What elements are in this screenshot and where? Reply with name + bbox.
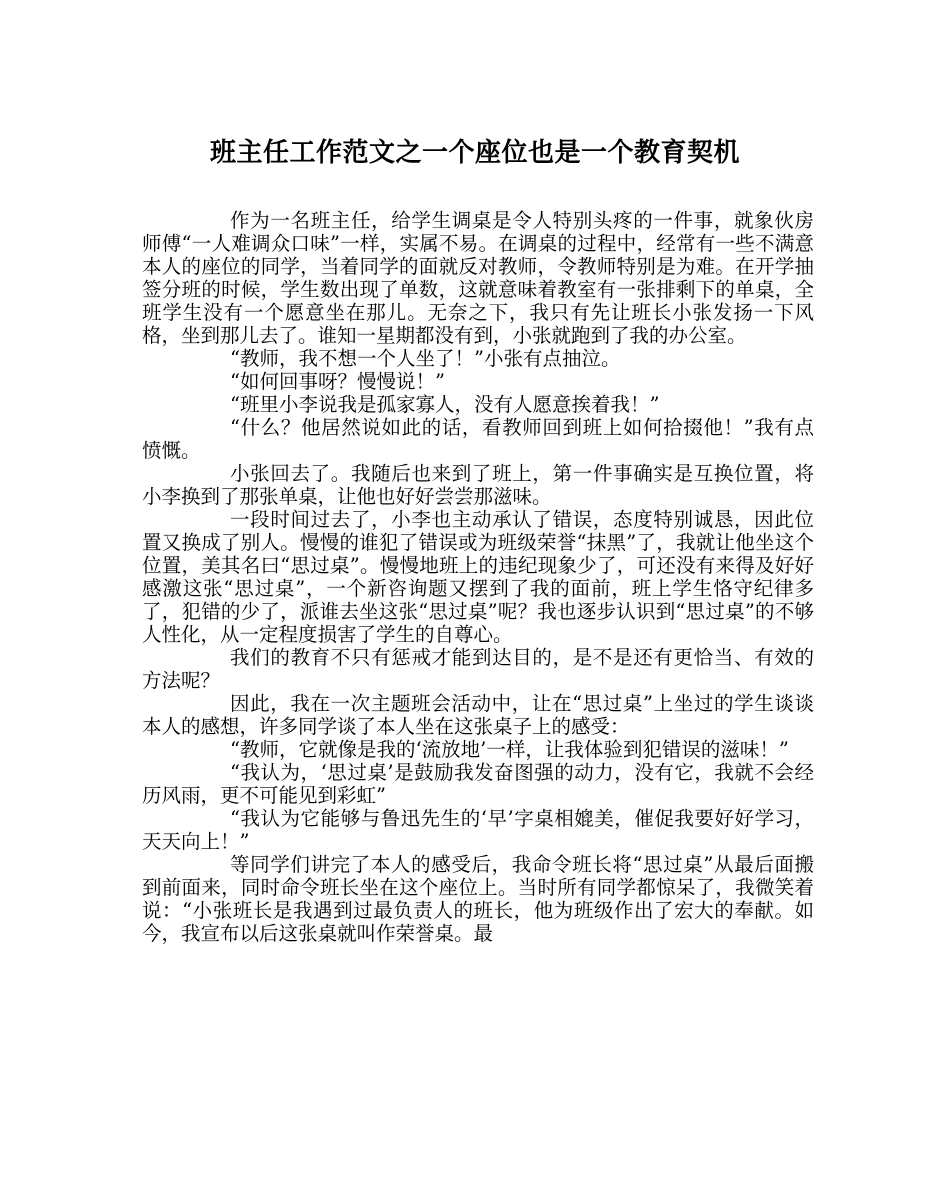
paragraph: 小张回去了。我随后也来到了班上，第一件事确实是互换位置，将小李换到了那张单桌，让他也好好尝尝那滋味。: [142, 462, 814, 508]
paragraph: “我认为它能够与鲁迅先生的‘早’字桌相媲美，催促我要好好学习，天天向上！”: [142, 807, 814, 853]
paragraph: 一段时间过去了，小李也主动承认了错误，态度特别诚恳，因此位置又换成了别人。慢慢的谁犯了错误或为班级荣誉“抹黑”了，我就让他坐这个位置，美其名曰“思过桌”。慢慢地班上的违纪现象少了，可还没有来得及好好感激这张“思过桌”，一个新咨询题又摆到了我的面前，班上学生恪守纪律多了，犯错的少了，派谁去坐这张“思过桌”呢？我也逐步认识到“思过桌”的不够人性化，从一定程度损害了学生的自尊心。: [142, 508, 814, 646]
paragraph: “教师，我不想一个人坐了！”小张有点抽泣。: [230, 347, 621, 370]
paragraph: 因此，我在一次主题班会活动中，让在“思过桌”上坐过的学生谈谈本人的感想，许多同学谈了本人坐在这张桌子上的感受：: [142, 692, 814, 738]
document-title: 班主任工作范文之一个座位也是一个教育契机: [209, 138, 740, 168]
paragraph: 作为一名班主任，给学生调桌是令人特别头疼的一件事，就象伙房师傅“一人难调众口味”一样，实属不易。在调桌的过程中，经常有一些不满意本人的座位的同学，当着同学的面就反对教师，令教师特别是为难。在开学抽签分班的时候，学生数出现了单数，这就意味着教室有一张排剩下的单桌，全班学生没有一个愿意坐在那儿。无奈之下，我只有先让班长小张发扬一下风格，坐到那儿去了。谁知一星期都没有到，小张就跑到了我的办公室。: [142, 209, 814, 347]
paragraph: 我们的教育不只有惩戒才能到达目的，是不是还有更恰当、有效的方法呢？: [142, 646, 814, 692]
paragraph: “什么？他居然说如此的话，看教师回到班上如何拾掇他！”我有点愤慨。: [142, 416, 814, 462]
paragraph: “教师，它就像是我的‘流放地’一样，让我体验到犯错误的滋味！”: [230, 738, 789, 761]
paragraph: “班里小李说我是孤家寡人，没有人愿意挨着我！”: [230, 393, 660, 416]
paragraph: 等同学们讲完了本人的感受后，我命令班长将“思过桌”从最后面搬到前面来，同时命令班长坐在这个座位上。当时所有同学都惊呆了，我微笑着说：“小张班长是我遇到过最负责人的班长，他为班级作出了宏大的奉献。如今，我宣布以后这张桌就叫作荣誉桌。最: [142, 853, 814, 945]
document-body: [142, 209, 814, 945]
paragraph: “如何回事呀？慢慢说！”: [230, 370, 445, 393]
paragraph: “我认为，‘思过桌’是鼓励我发奋图强的动力，没有它，我就不会经历风雨，更不可能见到彩虹”: [142, 761, 814, 807]
